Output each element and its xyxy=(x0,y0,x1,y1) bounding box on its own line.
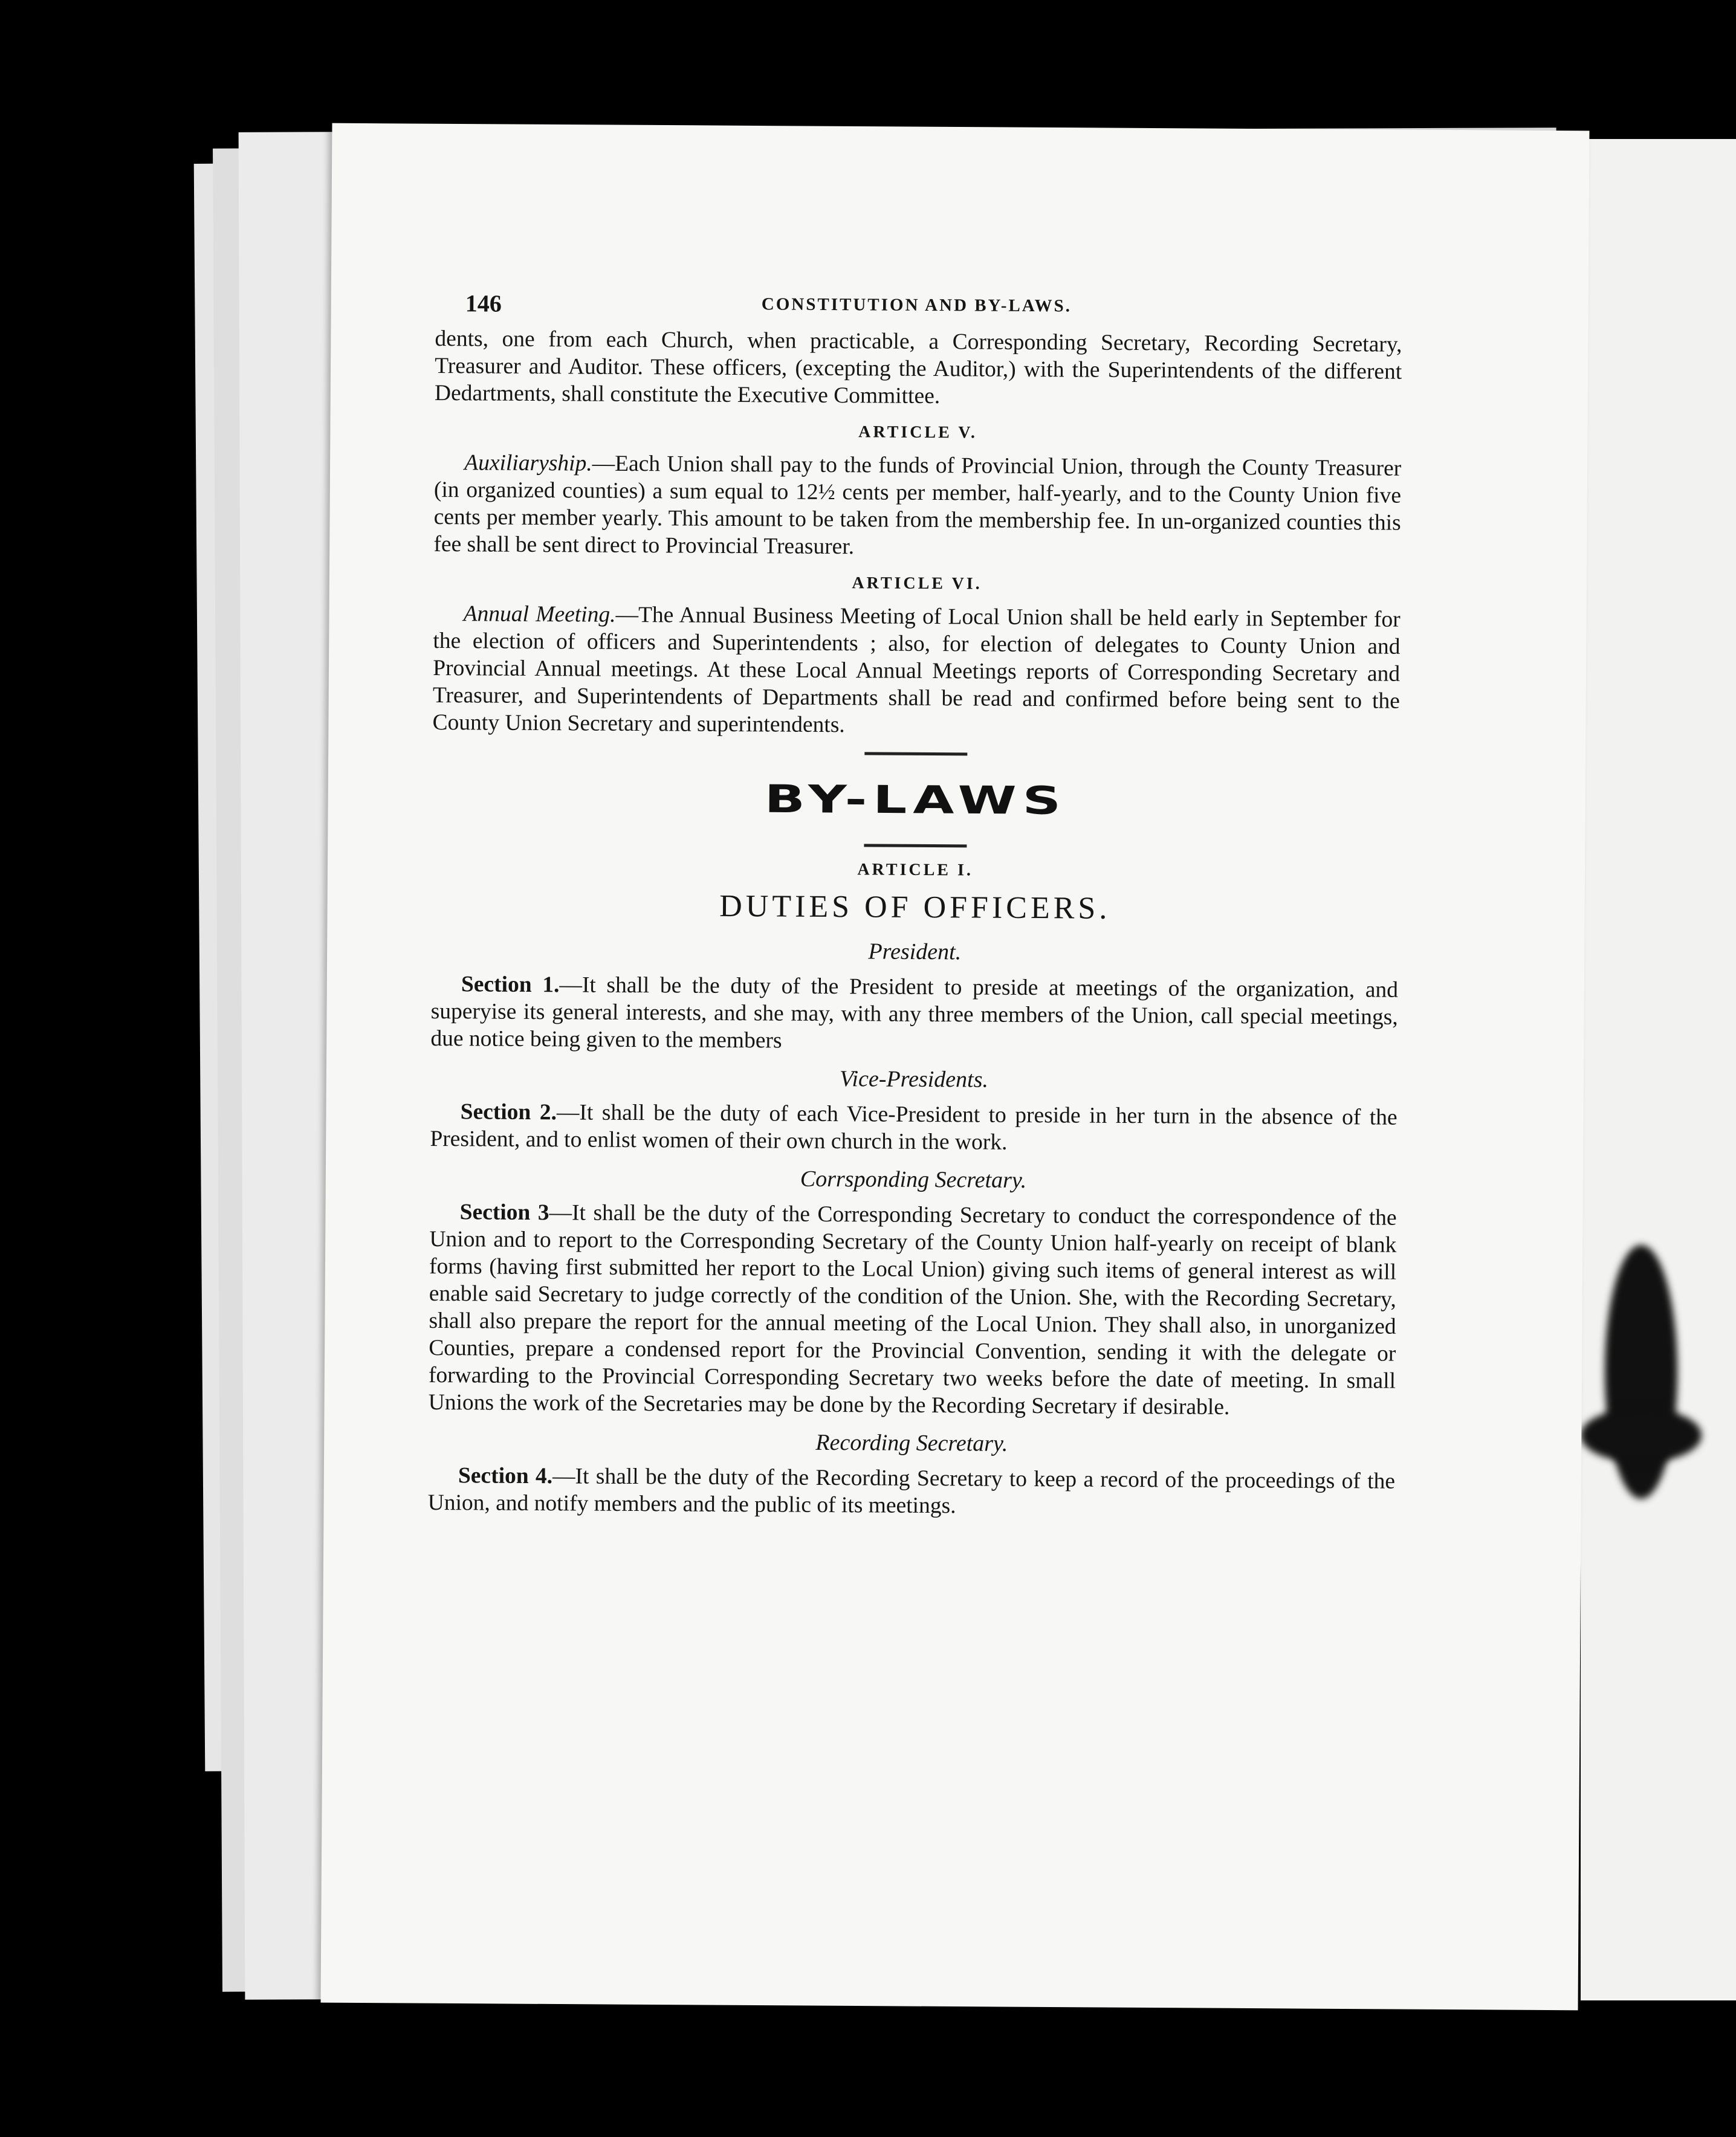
section-paragraph xyxy=(430,1098,1398,1159)
article-vi-label: Annual Meeting. xyxy=(463,601,616,627)
article-v-heading: ARTICLE V. xyxy=(858,422,978,442)
article-v-paragraph xyxy=(433,449,1401,564)
section-text: —It shall be the duty of the Recording Secretary to keep a record of the proceedings of the Union, and notify members and the public of its meetings. xyxy=(427,1464,1396,1519)
facing-page xyxy=(1581,139,1736,2000)
divider-rule xyxy=(864,752,967,755)
duties-of-officers-title: DUTIES OF OFFICERS. xyxy=(719,888,1111,926)
section-subheading: Corrsponding Secretary. xyxy=(800,1166,1027,1194)
ink-stain xyxy=(1581,1408,1702,1463)
article-v-label: Auxiliaryship. xyxy=(464,450,592,476)
bylaws-title: BY-LAWS xyxy=(764,776,1067,823)
article-vi-paragraph xyxy=(432,600,1400,742)
article-vi-text: —The Annual Business Meeting of Local Union shall be held early in September for the election of officers and Superintendents ; also, for election of delegates to County Union and Provincial Annual meetings. At these Local Annual Meetings reports of Corresponding Secretary and Treasurer, and Superintendents of Departments shall be read and confirmed before being sent to the County Union Secretary and superintendents. xyxy=(432,602,1401,738)
section-subheading: Recording Secretary. xyxy=(815,1429,1008,1456)
running-header xyxy=(435,289,1402,331)
section-paragraph xyxy=(429,1198,1397,1422)
section-paragraph xyxy=(428,1462,1396,1522)
article-vi-heading: ARTICLE VI. xyxy=(852,574,982,593)
bylaws-article-i-heading: ARTICLE I. xyxy=(857,860,973,880)
section-lead: Section 1. xyxy=(461,972,560,998)
running-title: CONSTITUTION AND BY-LAWS. xyxy=(761,294,1072,316)
section-text: —It shall be the duty of the President to preside at meetings of the organization, and superyise its general interests, and she may, with any three members of the Union, call special meetings, due notice being given to the members xyxy=(430,972,1399,1053)
section-lead: Section 4. xyxy=(458,1463,553,1489)
section-subheading: President. xyxy=(868,939,962,965)
divider-rule xyxy=(864,844,967,847)
section-text: —It shall be the duty of the Corresponding Secretary to conduct the correspondence of the Union and to report to the Corresponding Secretary of the County Union half-yearly on receipt of blank forms (having first submitted her report to the Local Union) giving such items of general interest as will enable said Secretary to judge correctly of the condition of the Union. She, with the Recording Secretary, shall also prepare the report for the annual meeting of the Local Union. They shall also, in unorganized Counties, prepare a condensed report for the Provincial Convention, sending it with the delegate or forwarding to the Provincial Corresponding Secretary two weeks before the date of meeting. In small Unions the work of the Secretaries may be done by the Recording Secretary if desirable. xyxy=(428,1200,1397,1420)
article-iv-continuation: dents, one from each Church, when practicable, a Corresponding Secretary, Recording Secretary, Treasurer and Auditor. These officers, (excepting the Auditor,) with the Superintendents of the different Dedartments, shall constitute the Executive Committee. xyxy=(434,326,1402,409)
page-content xyxy=(428,289,1402,1522)
section-lead: Section 2. xyxy=(460,1099,557,1125)
section-paragraph xyxy=(430,971,1398,1058)
page-number: 146 xyxy=(465,289,502,317)
section-text: —It shall be the duty of each Vice-President to preside in her turn in the absence of the President, and to enlist women of their own church in the work. xyxy=(430,1100,1398,1155)
section-lead: Section 3 xyxy=(459,1200,549,1226)
article-v-text: —Each Union shall pay to the funds of Provincial Union, through the County Treasurer (in organized counties) a sum equal to 12½ cents per member, half-yearly, and to the County Union five cents per member yearly. This amount to be taken from the membership fee. In un-organized counties this fee shall be sent direct to Provincial Treasurer. xyxy=(433,451,1402,560)
section-subheading: Vice-Presidents. xyxy=(839,1066,989,1093)
